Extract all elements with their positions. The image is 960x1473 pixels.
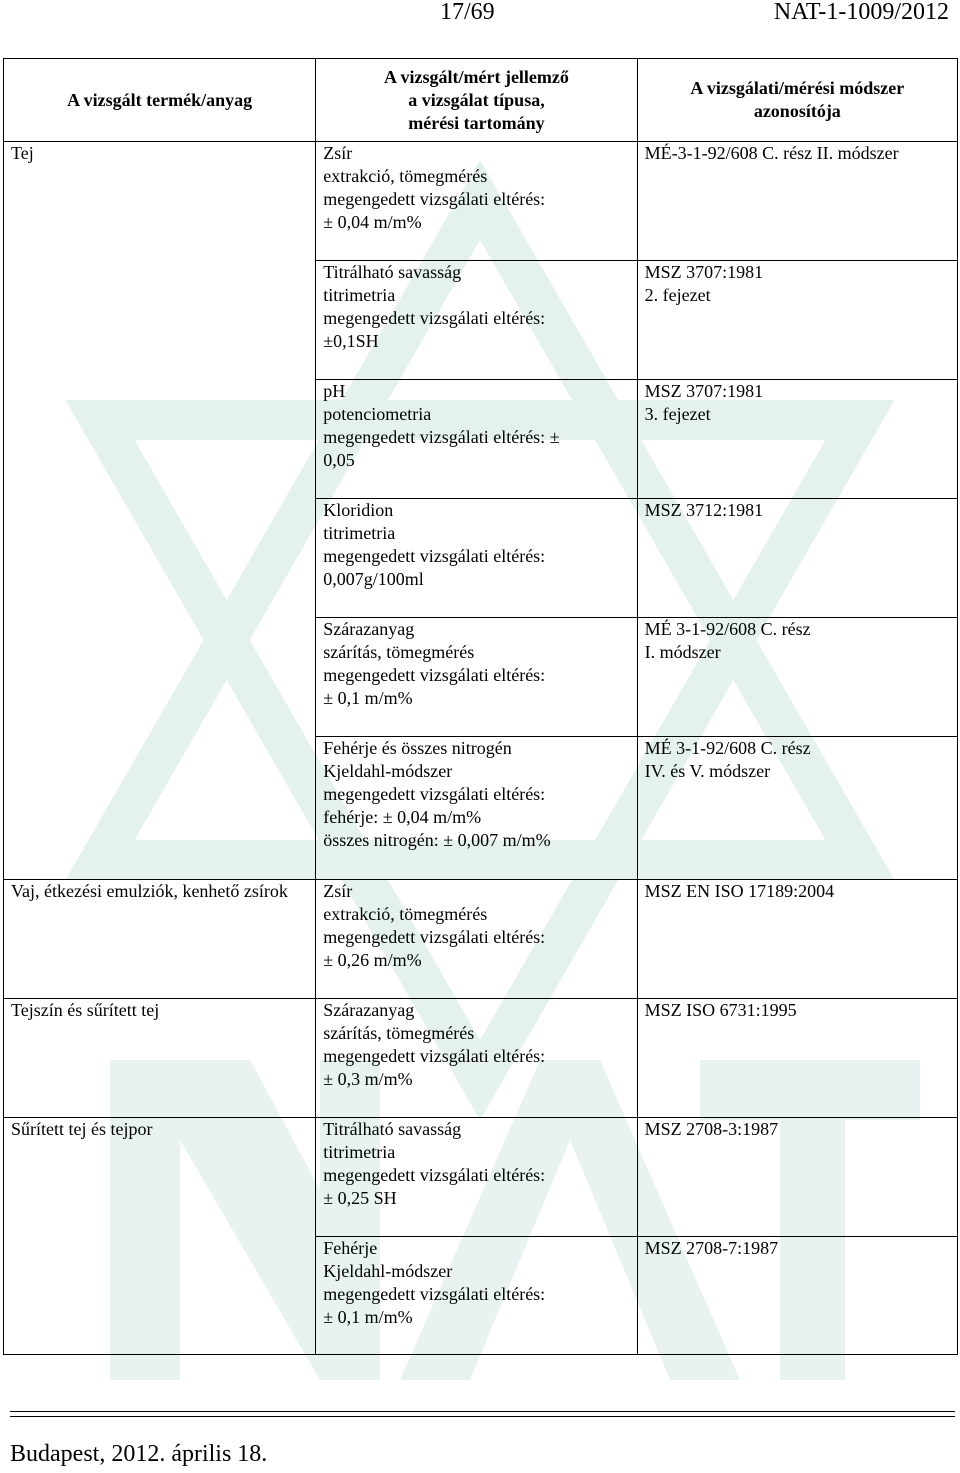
characteristic-line: ± 0,04 m/m% [323,212,422,232]
column-header-method-line: azonosítója [753,101,841,121]
characteristic-line: megengedett vizsgálati eltérés: [323,189,546,209]
characteristic-line: Szárazanyag [323,1000,415,1020]
characteristic-line: Szárazanyag [323,619,415,639]
column-header-method [637,59,957,142]
characteristic-cell [316,142,637,261]
column-header-characteristic-line: A vizsgált/mért jellemző [383,66,569,87]
page-header [0,0,960,30]
characteristic-line: megengedett vizsgálati eltérés: [323,546,546,566]
column-header-characteristic [316,59,637,142]
characteristic-line: Fehérje [323,1238,378,1258]
characteristic-line: 0,05 [323,450,355,470]
characteristic-line: pH [323,381,346,401]
characteristic-line: 0,007g/100ml [323,569,424,589]
characteristic-line: Zsír [323,881,353,901]
characteristic-line: összes nitrogén: ± 0,007 m/m% [323,830,551,850]
characteristic-line: titrimetria [323,285,396,305]
characteristic-line: ± 0,3 m/m% [323,1069,413,1089]
method-line: MÉ 3-1-92/608 C. rész [644,619,811,639]
characteristic-line: extrakció, tömegmérés [323,904,488,924]
characteristic-line: fehérje: ± 0,04 m/m% [323,807,482,827]
characteristic-line: Titrálható savasság [323,1119,462,1139]
method-cell [637,618,957,737]
method-cell [637,142,957,261]
characteristic-line: megengedett vizsgálati eltérés: [323,1284,546,1304]
method-line: 2. fejezet [644,285,711,305]
characteristic-line: szárítás, tömegmérés [323,642,475,662]
characteristic-line: Kjeldahl-módszer [323,761,453,781]
table-row [4,880,958,999]
characteristic-cell [316,880,637,999]
document-reference: NAT-1-1009/2012 [773,0,949,25]
characteristic-line: Fehérje és összes nitrogén [323,738,512,758]
method-line: MSZ ISO 6731:1995 [644,1000,797,1020]
characteristic-cell [316,499,637,618]
footer-divider-bottom [10,1416,955,1417]
method-line: MÉ 3-1-92/608 C. rész [644,738,811,758]
characteristic-line: Kjeldahl-módszer [323,1261,453,1281]
characteristic-line: ± 0,1 m/m% [323,1307,413,1327]
method-line: IV. és V. módszer [644,761,771,781]
product-cell: Tej [4,142,316,880]
characteristic-cell [316,1237,637,1355]
table-header-row [4,59,958,142]
method-line: MSZ 2708-3:1987 [644,1119,779,1139]
table-row [4,1118,958,1237]
characteristic-cell [316,737,637,880]
characteristic-line: megengedett vizsgálati eltérés: ± [323,427,560,447]
characteristic-cell [316,618,637,737]
characteristic-line: megengedett vizsgálati eltérés: [323,308,546,328]
method-line: MSZ 3707:1981 [644,381,764,401]
accreditation-table [3,58,958,1355]
characteristic-line: ± 0,25 SH [323,1188,397,1208]
column-header-product: A vizsgált termék/anyag [4,59,316,142]
characteristic-line: ± 0,1 m/m% [323,688,413,708]
product-cell: Vaj, étkezési emulziók, kenhető zsírok [4,880,316,999]
method-line: MSZ 3707:1981 [644,262,764,282]
method-cell [637,1118,957,1237]
method-line: MSZ 3712:1981 [644,500,764,520]
method-cell [637,737,957,880]
characteristic-line: titrimetria [323,523,396,543]
method-line: MÉ-3-1-92/608 C. rész II. módszer [644,143,899,163]
characteristic-cell [316,1118,637,1237]
method-cell [637,380,957,499]
characteristic-line: titrimetria [323,1142,396,1162]
characteristic-cell [316,999,637,1118]
characteristic-cell [316,380,637,499]
characteristic-line: ±0,1SH [323,331,379,351]
product-cell: Sűrített tej és tejpor [4,1118,316,1355]
characteristic-cell [316,261,637,380]
footer-place-date: Budapest, 2012. április 18. [10,1441,268,1467]
method-cell [637,499,957,618]
characteristic-line: Titrálható savasság [323,262,462,282]
method-cell [637,999,957,1118]
characteristic-line: megengedett vizsgálati eltérés: [323,1046,546,1066]
characteristic-line: extrakció, tömegmérés [323,166,488,186]
method-cell [637,1237,957,1355]
method-line: MSZ EN ISO 17189:2004 [644,881,835,901]
method-line: 3. fejezet [644,404,711,424]
method-cell [637,261,957,380]
table-row [4,142,958,261]
column-header-characteristic-line: mérési tartomány [408,112,545,133]
page-number: 17/69 [440,0,495,25]
characteristic-line: megengedett vizsgálati eltérés: [323,665,546,685]
characteristic-line: szárítás, tömegmérés [323,1023,475,1043]
table-row [4,999,958,1118]
method-line: MSZ 2708-7:1987 [644,1238,779,1258]
characteristic-line: Kloridion [323,500,394,520]
characteristic-line: megengedett vizsgálati eltérés: [323,784,546,804]
column-header-characteristic-line: a vizsgálat típusa, [408,89,545,110]
footer-divider-top [10,1411,955,1412]
method-line: I. módszer [644,642,721,662]
characteristic-line: ± 0,26 m/m% [323,950,422,970]
product-cell: Tejszín és sűrített tej [4,999,316,1118]
method-cell [637,880,957,999]
characteristic-line: megengedett vizsgálati eltérés: [323,1165,546,1185]
characteristic-line: megengedett vizsgálati eltérés: [323,927,546,947]
characteristic-line: potenciometria [323,404,432,424]
characteristic-line: Zsír [323,143,353,163]
column-header-method-line: A vizsgálati/mérési módszer [690,78,905,98]
